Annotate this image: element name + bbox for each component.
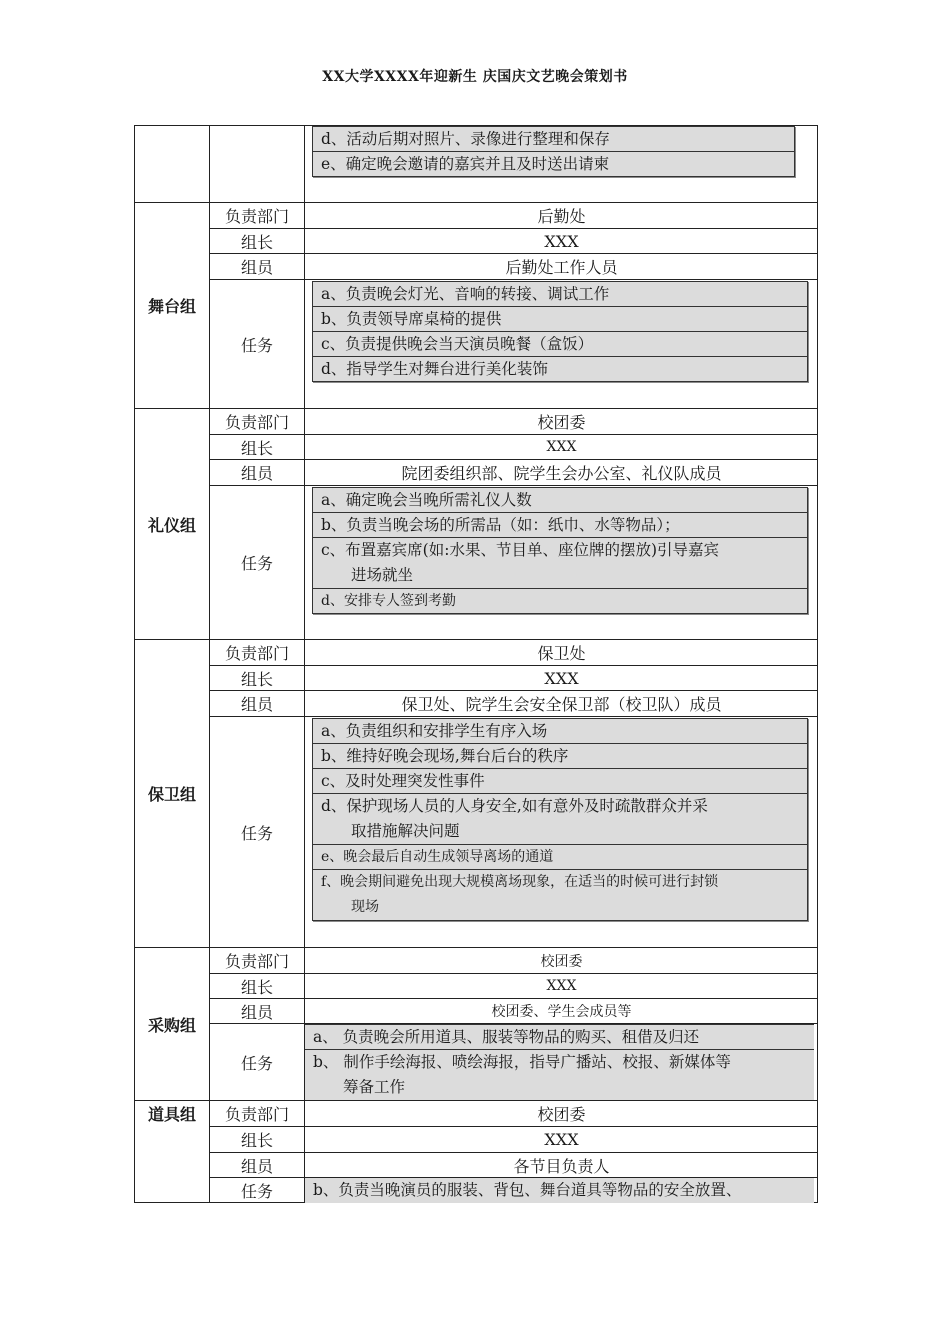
tasks-label: 任务: [240, 554, 273, 573]
task-line-continued: 筹备工作: [343, 1078, 406, 1096]
task-item-multiline: [312, 793, 808, 845]
task-item: a、 负责晚会所用道具、服装等物品的购买、租借及归还: [305, 1024, 814, 1050]
task-item: a、确定晚会当晚所需礼仪人数: [312, 487, 808, 513]
dept-value: 校团委: [540, 953, 583, 970]
leader-value: XXX: [544, 668, 579, 688]
task-item: e、晚会最后自动生成领导离场的通道: [312, 844, 808, 870]
task-line: d、保护现场人员的人身安全,如有意外及时疏散群众并采: [321, 797, 708, 815]
task-item: b、负责当晚演员的服装、背包、舞台道具等物品的安全放置、: [305, 1178, 814, 1203]
leader-value: XXX: [544, 1130, 579, 1149]
task-line-continued: 进场就坐: [351, 566, 414, 584]
task-item: c、及时处理突发性事件: [312, 768, 808, 794]
group-name-stage: 舞台组: [147, 297, 196, 316]
leader-label: 组长: [240, 977, 273, 997]
tasks-label: 任务: [240, 1182, 273, 1201]
group-name-props: 道具组: [147, 1105, 196, 1124]
leader-label: 组长: [240, 669, 273, 689]
leader-label: 组长: [240, 1131, 273, 1150]
dept-label: 负责部门: [224, 644, 289, 663]
task-item: c、负责提供晚会当天演员晚餐（盒饭）: [312, 331, 808, 357]
task-line: f、晚会期间避免出现大规模离场现象，在适当的时候可进行封锁: [321, 874, 719, 890]
dept-label: 负责部门: [224, 207, 289, 226]
members-label: 组员: [240, 1002, 273, 1022]
tasks-label: 任务: [240, 823, 273, 843]
page-title: XX大学XXXX年迎新生 庆国庆文艺晚会策划书: [322, 69, 628, 85]
group-name-etiquette: 礼仪组: [147, 515, 196, 535]
task-item-multiline: [312, 537, 808, 589]
tasks-label: 任务: [240, 1053, 273, 1073]
members-value: 各节目负责人: [513, 1156, 610, 1176]
members-label: 组员: [240, 695, 273, 714]
dept-label: 负责部门: [224, 413, 289, 432]
task-item: e、确定晚会邀请的嘉宾并且及时送出请柬: [312, 151, 795, 177]
leader-label: 组长: [240, 438, 273, 458]
task-item: d、指导学生对舞台进行美化装饰: [312, 356, 808, 382]
task-line: b、 制作手绘海报、喷绘海报，指导广播站、校报、新媒体等: [313, 1053, 731, 1071]
task-line: c、布置嘉宾席(如:水果、节目单、座位牌的摆放)引导嘉宾: [321, 541, 719, 559]
dept-value: 校团委: [537, 1105, 586, 1124]
task-item: b、负责领导席桌椅的提供: [312, 306, 808, 332]
task-line-continued: 现场: [351, 899, 379, 915]
group-name-purchasing: 采购组: [147, 1015, 196, 1035]
leader-label: 组长: [240, 232, 273, 252]
task-item: a、负责组织和安排学生有序入场: [312, 718, 808, 744]
leader-value: XXX: [546, 439, 577, 455]
leader-value: XXX: [544, 231, 579, 251]
task-item: d、安排专人签到考勤: [312, 588, 808, 614]
task-item: b、维持好晚会现场,舞台后台的秩序: [312, 743, 808, 769]
task-item: d、活动后期对照片、录像进行整理和保存: [312, 126, 795, 152]
task-item-multiline: [305, 1049, 814, 1100]
leader-value: XXX: [546, 978, 577, 994]
group-name-security: 保卫组: [147, 785, 196, 804]
members-label: 组员: [240, 1156, 273, 1176]
members-value: 后勤处工作人员: [505, 258, 618, 277]
members-value: 校团委、学生会成员等: [491, 1004, 632, 1020]
tasks-label: 任务: [240, 335, 273, 355]
task-item: a、负责晚会灯光、音响的转接、调试工作: [312, 281, 808, 307]
members-value: 保卫处、院学生会安全保卫部（校卫队）成员: [401, 695, 722, 714]
dept-value: 后勤处: [537, 207, 586, 226]
task-line-continued: 取措施解决问题: [351, 822, 460, 840]
task-item: b、负责当晚会场的所需品（如：纸巾、水等物品）；: [312, 512, 808, 538]
dept-label: 负责部门: [224, 1105, 289, 1124]
task-item-multiline: [312, 869, 808, 921]
dept-value: 校团委: [537, 413, 586, 432]
members-label: 组员: [240, 258, 273, 277]
members-value: 院团委组织部、院学生会办公室、礼仪队成员: [401, 464, 722, 483]
dept-label: 负责部门: [224, 952, 289, 971]
members-label: 组员: [240, 464, 273, 483]
dept-value: 保卫处: [537, 644, 586, 663]
